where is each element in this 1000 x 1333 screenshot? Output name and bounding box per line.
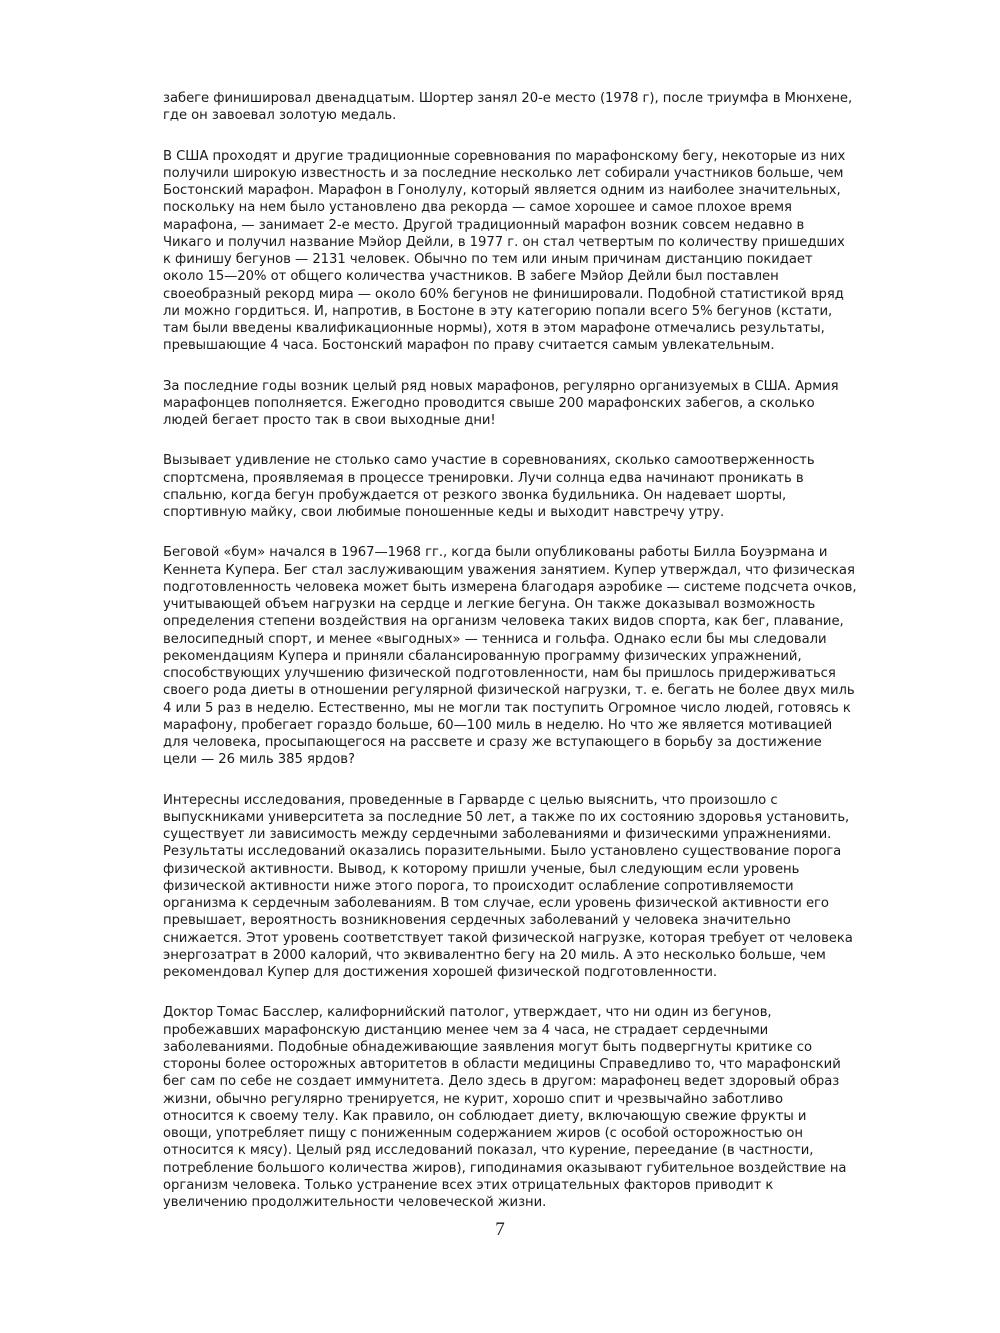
text-line: где он завоевал золотую медаль. xyxy=(163,108,397,124)
text-line: жизни, обычно регулярно тренируется, не курит, хорошо спит и чрезвычайно заботливо xyxy=(163,1091,783,1107)
text-line: выпускниками университета за последние 50 лет, а также по их состоянию здоровья установить, xyxy=(163,809,850,825)
text-line: своего рода диеты в отношении регулярной физической нагрузки, т. е. бегать не более двух миль xyxy=(163,683,855,699)
text-line: для человека, просыпающегося на рассвете и сразу же вступающего в борьбу за достижение xyxy=(163,735,822,750)
text-line: марафона, — занимает 2-е место. Другой традиционный марафон возник совсем недавно в xyxy=(163,217,805,233)
text-line: подготовленность человека может быть измерена благодаря аэробике — системе подсчета очков, xyxy=(163,579,857,595)
text-line: определения степени воздействия на организм человека таких видов спорта, как бег, плавание, xyxy=(163,614,844,630)
text-line: физической активности. Вывод, к которому пришли ученые, был следующим если уровень xyxy=(163,861,800,877)
text-line: существует ли зависимость между сердечными заболеваниями и физическими упражнениями. xyxy=(163,827,832,842)
text-line: рекомендациям Купера и приняли сбалансированную программу физических упражнений, xyxy=(163,648,802,664)
text-line: к финишу бегунов — 2131 человек. Обычно по тем или иным причинам дистанцию покидает xyxy=(163,252,813,267)
text-line: Вызывает удивление не столько само участие в соревнованиях, сколько самоотверженность xyxy=(163,453,815,469)
text-line: За последние годы возник целый ряд новых марафонов, регулярно организуемых в США. Армия xyxy=(163,378,839,394)
text-line: спортсмена, проявляемая в процессе тренировки. Лучи солнца едва начинают проникать в xyxy=(163,470,804,486)
text-line: стороны более осторожных авторитетов в области медицины Справедливо то, что марафонский xyxy=(163,1057,841,1072)
text-line: превышающие 4 часа. Бостонский марафон по праву считается самым увлекательным. xyxy=(163,338,775,354)
text-line: пробежавших марафонскую дистанцию менее чем за 4 часа, не страдает сердечными xyxy=(163,1022,769,1038)
text-line: Доктор Томас Басслер, калифорнийский патолог, утверждает, что ни один из бегунов, xyxy=(163,1005,772,1021)
text-line: Кеннета Купера. Бег стал заслуживающим уважения занятием. Купер утверждал, что физическая xyxy=(163,562,855,578)
text-line: Чикаго и получил название Мэйор Дейли, в 1977 г. он стал четвертым по количеству пришедших xyxy=(163,234,845,250)
text-line: получили широкую известность и за последние несколько лет собирали участников больше, чем xyxy=(163,165,844,181)
text-line: способствующих улучшению физической подготовленности, нам бы пришлось придерживаться xyxy=(163,666,836,681)
text-line: заболеваниями. Подобные обнадеживающие заявления могут быть подвергнуты критике со xyxy=(163,1039,813,1055)
text-line: превышает, вероятность возникновения сердечных заболеваний у человека значительно xyxy=(163,913,791,929)
text-line: там были введены квалификационные нормы), хотя в этом марафоне отмечались результаты, xyxy=(163,321,825,336)
text-line: Беговой «бум» начался в 1967—1968 гг., когда были опубликованы работы Билла Боуэрмана и xyxy=(163,545,828,561)
text-line: Результаты исследований оказались поразительными. Было установлено существование порога xyxy=(163,844,842,860)
paragraph xyxy=(163,544,911,768)
text-line: спальню, когда бегун пробуждается от резкого звонка будильника. Он надевает шорты, xyxy=(163,487,787,503)
paragraph xyxy=(163,148,911,355)
paragraph xyxy=(163,452,911,521)
text-line: людей бегает просто так в свои выходные дни! xyxy=(163,413,496,428)
text-line: физической активности ниже этого порога, то происходит ослабление сопротивляемости xyxy=(163,878,794,894)
text-line: организм человека. Только устранение всех этих отрицательных факторов приводит к xyxy=(163,1177,774,1193)
paragraph xyxy=(163,378,911,430)
text-line: Бостонский марафон. Марафон в Гонолулу, который является одним из наиболее значительных, xyxy=(163,183,841,198)
text-line: спортивную майку, свои любимые поношенные кеды и выходит навстречу утру. xyxy=(163,505,725,520)
text-line: забеге финишировал двенадцатым. Шортер занял 20-е место (1978 г), после триумфа в Мюнхене, xyxy=(163,91,853,106)
document-body xyxy=(163,90,911,1234)
text-line: своеобразный рекорд мира — около 60% бегунов не финишировали. Подобной статистикой вряд xyxy=(163,286,844,302)
page-number: 7 xyxy=(495,1219,505,1240)
text-line: потребление большого количества жиров), гиподинамия оказывают губительное воздействие на xyxy=(163,1160,847,1176)
text-line: около 15—20% от общего количества участников. В забеге Мэйор Дейли был поставлен xyxy=(163,269,779,285)
text-line: относится к мясу). Целый ряд исследований показал, что курение, переедание (в частности, xyxy=(163,1143,814,1159)
text-line: овощи, употребляет пищу с пониженным содержанием жиров (с особой осторожностью он xyxy=(163,1126,803,1141)
text-line: ли можно гордиться. И, напротив, в Бостоне в эту категорию попали всего 5% бегунов (кстати, xyxy=(163,303,833,319)
paragraph xyxy=(163,792,911,982)
text-line: Интересны исследования, проведенные в Гарварде с целью выяснить, что произошло с xyxy=(163,792,778,808)
text-line: рекомендовал Купер для достижения хорошей физической подготовленности. xyxy=(163,965,718,980)
text-line: учитывающей объем нагрузки на сердце и легкие бегуна. Он также доказывал возможность xyxy=(163,597,816,612)
text-line: энергозатрат в 2000 калорий, что эквивалентно бегу на 20 миль. А это несколько больше, чем xyxy=(163,947,826,963)
text-line: организма к сердечным заболеваниям. В том случае, если уровень физической активности его xyxy=(163,896,829,911)
paragraph xyxy=(163,90,911,125)
text-line: В США проходят и другие традиционные соревнования по марафонскому бегу, некоторые из них xyxy=(163,148,846,164)
text-line: увеличению продолжительности человеческой жизни. xyxy=(163,1195,547,1210)
text-line: марафону, пробегает гораздо больше, 60—100 миль в неделю. Но что же является мотивацией xyxy=(163,717,833,733)
text-line: поскольку на нем было установлено два рекорда — самое хорошее и самое плохое время xyxy=(163,200,792,216)
text-line: велосипедный спорт, и менее «выгодных» — тенниса и гольфа. Однако если бы мы следовали xyxy=(163,631,827,647)
paragraph xyxy=(163,1004,911,1211)
text-line: цели — 26 миль 385 ярдов? xyxy=(163,752,355,768)
text-line: относится к своему телу. Как правило, он соблюдает диету, включающую свежие фрукты и xyxy=(163,1108,807,1124)
text-line: 4 или 5 раз в неделю. Естественно, мы не могли так поступить Огромное число людей, готовясь к xyxy=(163,700,851,716)
text-line: марафонцев пополняется. Ежегодно проводится свыше 200 марафонских забегов, а сколько xyxy=(163,395,815,411)
text-line: снижается. Этот уровень соответствует такой физической нагрузке, которая требует от человека xyxy=(163,930,853,946)
text-line: бег сам по себе не создает иммунитета. Дело здесь в другом: марафонец ведет здоровый образ xyxy=(163,1074,840,1090)
